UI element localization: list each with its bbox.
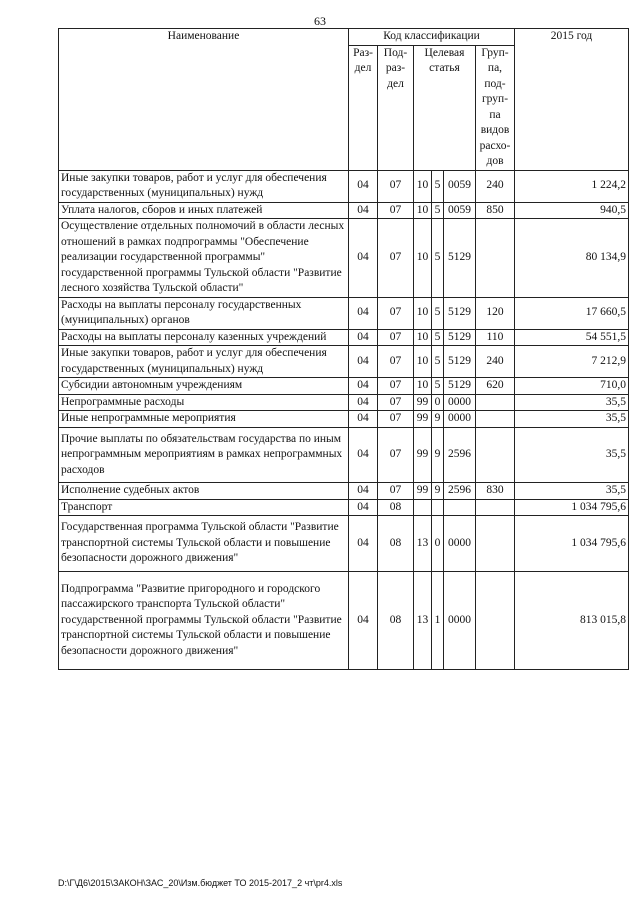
row-name: Расходы на выплаты персоналу казенных учреждений — [59, 329, 349, 346]
row-razdel: 04 — [349, 346, 378, 378]
row-razdel: 04 — [349, 170, 378, 202]
row-amount: 35,5 — [515, 483, 629, 500]
row-amount: 80 134,9 — [515, 219, 629, 298]
row-amount: 1 034 795,6 — [515, 516, 629, 572]
row-target-subprogram: 9 — [432, 483, 444, 500]
row-name: Субсидии автономным учреждениям — [59, 378, 349, 395]
row-name: Иные закупки товаров, работ и услуг для обеспечения государственных (муниципальных) нужд — [59, 346, 349, 378]
row-razdel: 04 — [349, 394, 378, 411]
table-row — [59, 297, 629, 329]
table-row — [59, 378, 629, 395]
row-podrazdel: 07 — [378, 411, 414, 428]
row-amount: 35,5 — [515, 411, 629, 428]
budget-table — [58, 28, 629, 670]
row-target-subprogram: 5 — [432, 297, 444, 329]
row-razdel: 04 — [349, 483, 378, 500]
row-podrazdel: 07 — [378, 297, 414, 329]
row-target-code: 5129 — [444, 329, 476, 346]
row-group: 240 — [476, 346, 515, 378]
row-podrazdel: 07 — [378, 329, 414, 346]
row-podrazdel: 07 — [378, 219, 414, 298]
row-target-program: 10 — [414, 329, 432, 346]
row-target-code: 0000 — [444, 411, 476, 428]
row-amount: 1 224,2 — [515, 170, 629, 202]
row-group — [476, 411, 515, 428]
row-podrazdel: 08 — [378, 516, 414, 572]
header-name: Наименование — [59, 29, 349, 171]
row-target-code: 0059 — [444, 170, 476, 202]
table-row — [59, 499, 629, 516]
row-amount: 1 034 795,6 — [515, 499, 629, 516]
row-target-subprogram: 5 — [432, 202, 444, 219]
table-row — [59, 571, 629, 670]
row-name: Уплата налогов, сборов и иных платежей — [59, 202, 349, 219]
row-target-program — [414, 499, 432, 516]
row-group — [476, 219, 515, 298]
row-target-subprogram — [432, 499, 444, 516]
row-name: Подпрограмма "Развитие пригородного и городского пассажирского транспорта Тульской области" государственной программы Тульской области "Развитие транспортной системы Тульской области и повышение безопасности дорожного движения" — [59, 571, 349, 670]
row-amount: 813 015,8 — [515, 571, 629, 670]
row-razdel: 04 — [349, 202, 378, 219]
row-name: Иные непрограммные мероприятия — [59, 411, 349, 428]
row-name: Непрограммные расходы — [59, 394, 349, 411]
row-target-program: 10 — [414, 297, 432, 329]
row-group — [476, 516, 515, 572]
row-amount: 710,0 — [515, 378, 629, 395]
table-row — [59, 483, 629, 500]
row-group — [476, 394, 515, 411]
row-target-subprogram: 9 — [432, 427, 444, 483]
row-target-code: 0000 — [444, 394, 476, 411]
row-podrazdel: 07 — [378, 346, 414, 378]
row-target-subprogram: 0 — [432, 394, 444, 411]
row-group: 110 — [476, 329, 515, 346]
row-group: 620 — [476, 378, 515, 395]
row-target-code — [444, 499, 476, 516]
row-target-program: 10 — [414, 170, 432, 202]
file-path-footer: D:\Г\Д6\2015\ЗАКОН\ЗАС_20\Изм.бюджет ТО 2015-2017_2 чт\pr4.xls — [58, 878, 343, 888]
row-group: 120 — [476, 297, 515, 329]
row-target-code: 0000 — [444, 571, 476, 670]
row-target-code: 5129 — [444, 297, 476, 329]
row-target-code: 5129 — [444, 346, 476, 378]
row-target-subprogram: 5 — [432, 378, 444, 395]
table-row — [59, 329, 629, 346]
row-name: Государственная программа Тульской области "Развитие транспортной системы Тульской области и повышение безопасности дорожного движения" — [59, 516, 349, 572]
row-podrazdel: 07 — [378, 170, 414, 202]
row-target-code: 5129 — [444, 219, 476, 298]
row-amount: 35,5 — [515, 427, 629, 483]
row-name: Транспорт — [59, 499, 349, 516]
row-razdel: 04 — [349, 499, 378, 516]
table-row — [59, 170, 629, 202]
row-podrazdel: 07 — [378, 202, 414, 219]
row-podrazdel: 07 — [378, 394, 414, 411]
row-target-code: 5129 — [444, 378, 476, 395]
row-target-subprogram: 0 — [432, 516, 444, 572]
row-name: Прочие выплаты по обязательствам государства по иным непрограммным мероприятиям в рамках непрограммных расходов — [59, 427, 349, 483]
row-razdel: 04 — [349, 411, 378, 428]
header-razdel: Раз- дел — [349, 45, 378, 170]
row-group: 850 — [476, 202, 515, 219]
header-classification: Код классификации — [349, 29, 515, 46]
row-razdel: 04 — [349, 378, 378, 395]
table-row — [59, 219, 629, 298]
row-target-program: 99 — [414, 394, 432, 411]
row-target-program: 13 — [414, 571, 432, 670]
row-podrazdel: 07 — [378, 483, 414, 500]
row-target-program: 99 — [414, 427, 432, 483]
row-target-subprogram: 5 — [432, 219, 444, 298]
row-target-subprogram: 5 — [432, 329, 444, 346]
row-name: Иные закупки товаров, работ и услуг для обеспечения государственных (муниципальных) нужд — [59, 170, 349, 202]
row-amount: 940,5 — [515, 202, 629, 219]
row-target-program: 99 — [414, 483, 432, 500]
header-year: 2015 год — [515, 29, 629, 171]
row-amount: 7 212,9 — [515, 346, 629, 378]
table-row — [59, 516, 629, 572]
table-row — [59, 394, 629, 411]
row-target-program: 10 — [414, 346, 432, 378]
table-row — [59, 346, 629, 378]
row-target-subprogram: 5 — [432, 346, 444, 378]
row-amount: 35,5 — [515, 394, 629, 411]
row-razdel: 04 — [349, 329, 378, 346]
row-group: 240 — [476, 170, 515, 202]
header-group: Груп- па, под- груп- па видов расхо- дов — [476, 45, 515, 170]
row-name: Осуществление отдельных полномочий в области лесных отношений в рамках подпрограммы "Обеспечение реализации государственной программы" государственной программы Тульской области "Развитие лесного хозяйства Тульской области" — [59, 219, 349, 298]
row-podrazdel: 07 — [378, 427, 414, 483]
row-target-code: 2596 — [444, 427, 476, 483]
row-target-subprogram: 5 — [432, 170, 444, 202]
row-amount: 54 551,5 — [515, 329, 629, 346]
row-razdel: 04 — [349, 427, 378, 483]
row-target-program: 10 — [414, 219, 432, 298]
table-row — [59, 427, 629, 483]
header-target: Целевая статья — [414, 45, 476, 170]
table-row — [59, 202, 629, 219]
row-razdel: 04 — [349, 516, 378, 572]
row-group — [476, 499, 515, 516]
row-target-code: 0059 — [444, 202, 476, 219]
row-target-subprogram: 1 — [432, 571, 444, 670]
row-podrazdel: 08 — [378, 571, 414, 670]
row-amount: 17 660,5 — [515, 297, 629, 329]
table-row — [59, 411, 629, 428]
row-group — [476, 571, 515, 670]
row-group: 830 — [476, 483, 515, 500]
row-podrazdel: 08 — [378, 499, 414, 516]
row-razdel: 04 — [349, 571, 378, 670]
header-podrazdel: Под- раз- дел — [378, 45, 414, 170]
row-podrazdel: 07 — [378, 378, 414, 395]
row-name: Исполнение судебных актов — [59, 483, 349, 500]
row-name: Расходы на выплаты персоналу государственных (муниципальных) органов — [59, 297, 349, 329]
row-target-program: 99 — [414, 411, 432, 428]
page-number: 63 — [314, 14, 326, 28]
table-header — [59, 29, 629, 171]
row-target-program: 13 — [414, 516, 432, 572]
row-target-program: 10 — [414, 378, 432, 395]
row-razdel: 04 — [349, 297, 378, 329]
row-target-subprogram: 9 — [432, 411, 444, 428]
row-target-code: 0000 — [444, 516, 476, 572]
row-group — [476, 427, 515, 483]
row-target-code: 2596 — [444, 483, 476, 500]
row-razdel: 04 — [349, 219, 378, 298]
row-target-program: 10 — [414, 202, 432, 219]
